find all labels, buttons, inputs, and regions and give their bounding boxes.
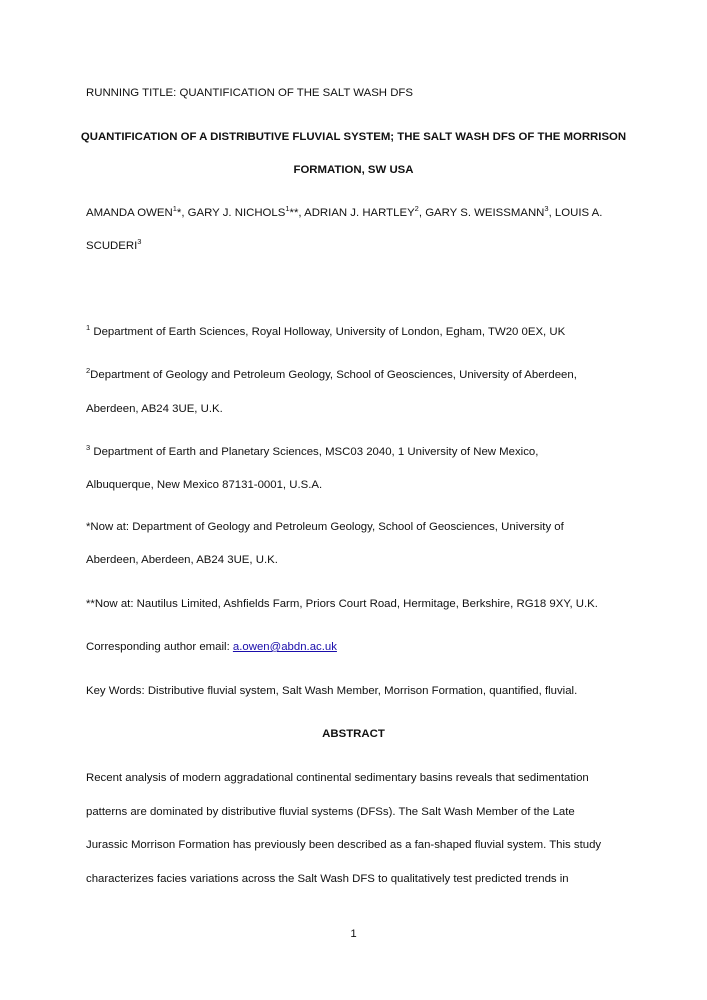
author-name: SCUDERI bbox=[86, 240, 138, 252]
now-at-note-1-continued: Aberdeen, Aberdeen, AB24 3UE, U.K. bbox=[86, 554, 278, 566]
abstract-line: Jurassic Morrison Formation has previously been described as a fan-shaped fluvial system. This study bbox=[86, 839, 602, 851]
title-line-2: FORMATION, SW USA bbox=[293, 164, 414, 176]
affiliation-3-continued: Albuquerque, New Mexico 87131-0001, U.S.A. bbox=[86, 479, 323, 491]
email-link[interactable]: a.owen@abdn.ac.uk bbox=[232, 641, 337, 653]
running-title: RUNNING TITLE: QUANTIFICATION OF THE SALT WASH DFS bbox=[86, 87, 413, 99]
abstract-line: Recent analysis of modern aggradational continental sedimentary basins reveals that sedimentation bbox=[86, 772, 589, 784]
author-list: AMANDA OWEN$^1$*, GARY J. NICHOLS$^1$**, ADRIAN J. HARTLEY$^2$, GARY S. WEISSMANN$^3$, LOUIS A. bbox=[86, 204, 603, 219]
abstract-line: patterns are dominated by distributive fluvial systems (DFSs). The Salt Wash Member of the Late bbox=[86, 806, 575, 818]
abstract-heading: ABSTRACT bbox=[322, 728, 385, 740]
author-name: AMANDA OWEN bbox=[86, 207, 173, 219]
author-name: LOUIS A. bbox=[554, 207, 603, 219]
affiliation-2: $^2$Department of Geology and Petroleum Geology, School of Geosciences, University of Aberdeen, bbox=[86, 366, 577, 381]
title-line-1: QUANTIFICATION OF A DISTRIBUTIVE FLUVIAL SYSTEM; THE SALT WASH DFS OF THE MORRISON bbox=[80, 131, 627, 143]
corresponding-author: Corresponding author email: a.owen@abdn.ac.uk bbox=[86, 641, 337, 653]
now-at-note-1: *Now at: Department of Geology and Petroleum Geology, School of Geosciences, University of bbox=[86, 521, 564, 533]
affiliation-3: $^3$ Department of Earth and Planetary Sciences, MSC03 2040, 1 University of New Mexico, bbox=[86, 443, 539, 458]
page-number: 1 bbox=[350, 928, 357, 940]
author-list-continued: SCUDERI$^3$ bbox=[86, 237, 142, 252]
author-name: ADRIAN J. HARTLEY bbox=[304, 207, 415, 219]
abstract-line: characterizes facies variations across the Salt Wash DFS to qualitatively test predicted trends in bbox=[86, 873, 569, 885]
author-name: GARY S. WEISSMANN bbox=[425, 207, 545, 219]
affiliation-1: $^1$ Department of Earth Sciences, Royal Holloway, University of London, Egham, TW20 0EX, UK bbox=[86, 323, 566, 338]
author-name: GARY J. NICHOLS bbox=[187, 207, 286, 219]
keywords: Key Words: Distributive fluvial system, Salt Wash Member, Morrison Formation, quantified, fluvial. bbox=[86, 685, 578, 697]
now-at-note-2: **Now at: Nautilus Limited, Ashfields Farm, Priors Court Road, Hermitage, Berkshire, RG18 9XY, U.K. bbox=[86, 598, 598, 610]
affiliation-2-continued: Aberdeen, AB24 3UE, U.K. bbox=[86, 403, 223, 415]
